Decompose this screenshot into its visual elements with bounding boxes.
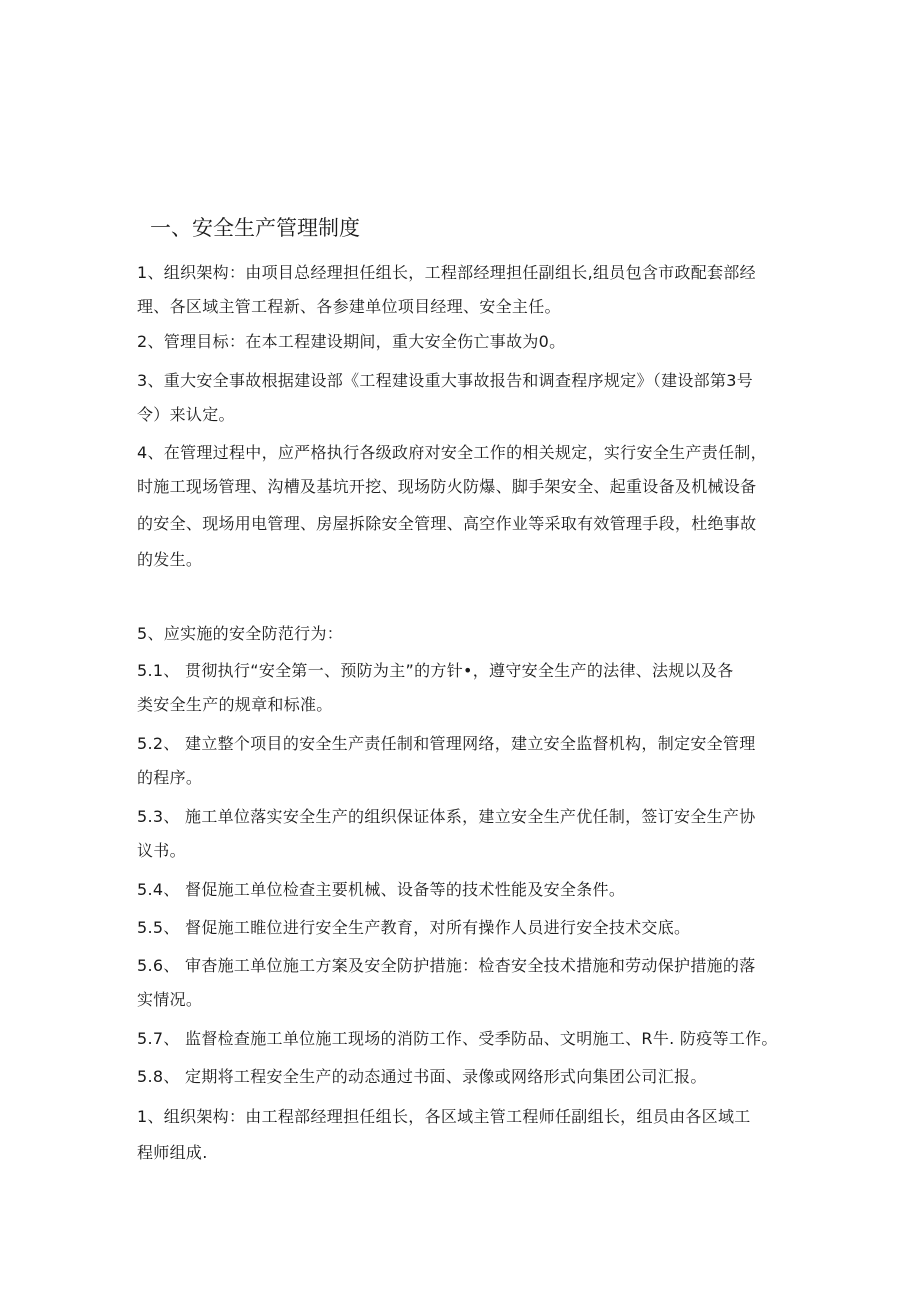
paragraph-line: 4、在管理过程中，应严格执行各级政府对安全工作的相关规定，实行安全生产责任制，	[137, 443, 767, 462]
paragraph-line: 议书。	[137, 841, 186, 860]
paragraph-line: 理、各区域主管工程新、各参建单位项目经理、安全主任。	[137, 297, 561, 316]
paragraph-line: 的安全、现场用电管理、房屋拆除安全管理、高空作业等采取有效管理手段，杜绝事故	[137, 514, 757, 533]
paragraph-line: 5.3、 施工单位落实安全生产的组织保证体系，建立安全生产优任制，签订安全生产协	[137, 807, 756, 826]
paragraph-line: 5.6、 审杳施工单位施工方案及安全防护措施：检杳安全技术措施和劳动保护措施的落	[137, 956, 756, 975]
paragraph-line: 5.4、 督促施工单位检查主要机械、设备等的技术性能及安全条件。	[137, 880, 626, 899]
paragraph-line: 5.5、 督促施工睢位进行安全生产教育，对所有操作人员进行安全技术交底。	[137, 918, 691, 937]
section-title: 一、安全生产管理制度	[150, 216, 360, 240]
paragraph-line: 5.1、 贯彻执行“安全第一、预防为主”的方针•，遵守安全生产的法律、法规以及各	[137, 661, 734, 680]
paragraph-line: 时施工现场管理、沟槽及基坑开挖、现场防火防爆、脚手架安全、起重设备及机械设备	[137, 477, 757, 496]
paragraph-line: 程师组成.	[137, 1143, 208, 1162]
paragraph-line: 令）来认定。	[137, 405, 235, 424]
paragraph-line: 实情况。	[137, 990, 203, 1009]
paragraph-line: 5.7、 监督检查施工单位施工现场的消防工作、受季防品、文明施工、R牛. 防疫等工作。	[137, 1029, 778, 1048]
paragraph-line: 1、组织架构：由工程部经理担任组长，各区域主管工程师任副组长，组员由各区域工	[137, 1107, 751, 1126]
paragraph-line: 5.8、 定期将工程安全生产的动态通过书面、录像或网络形式向集团公司汇报。	[137, 1067, 707, 1086]
paragraph-line: 3、重大安全事故根据建设部《工程建设重大事故报告和调查程序规定》（建设部第3号	[137, 371, 754, 390]
paragraph-line: 1、组织架构：由项目总经理担任组长，工程部经理担任副组长,组员包含市政配套部经	[137, 263, 756, 282]
paragraph-line: 2、管理目标：在本工程建设期间，重大安全伤亡事故为0。	[137, 332, 566, 351]
paragraph-line: 的发生。	[137, 550, 203, 569]
paragraph-line: 5、应实施的安全防范行为：	[137, 624, 344, 643]
paragraph-line: 5.2、 建立整个项目的安全生产责任制和管理网络，建立安全监督机构，制定安全管理	[137, 734, 756, 753]
paragraph-line: 类安全生产的规章和标准。	[137, 695, 333, 714]
paragraph-line: 的程序。	[137, 768, 203, 787]
